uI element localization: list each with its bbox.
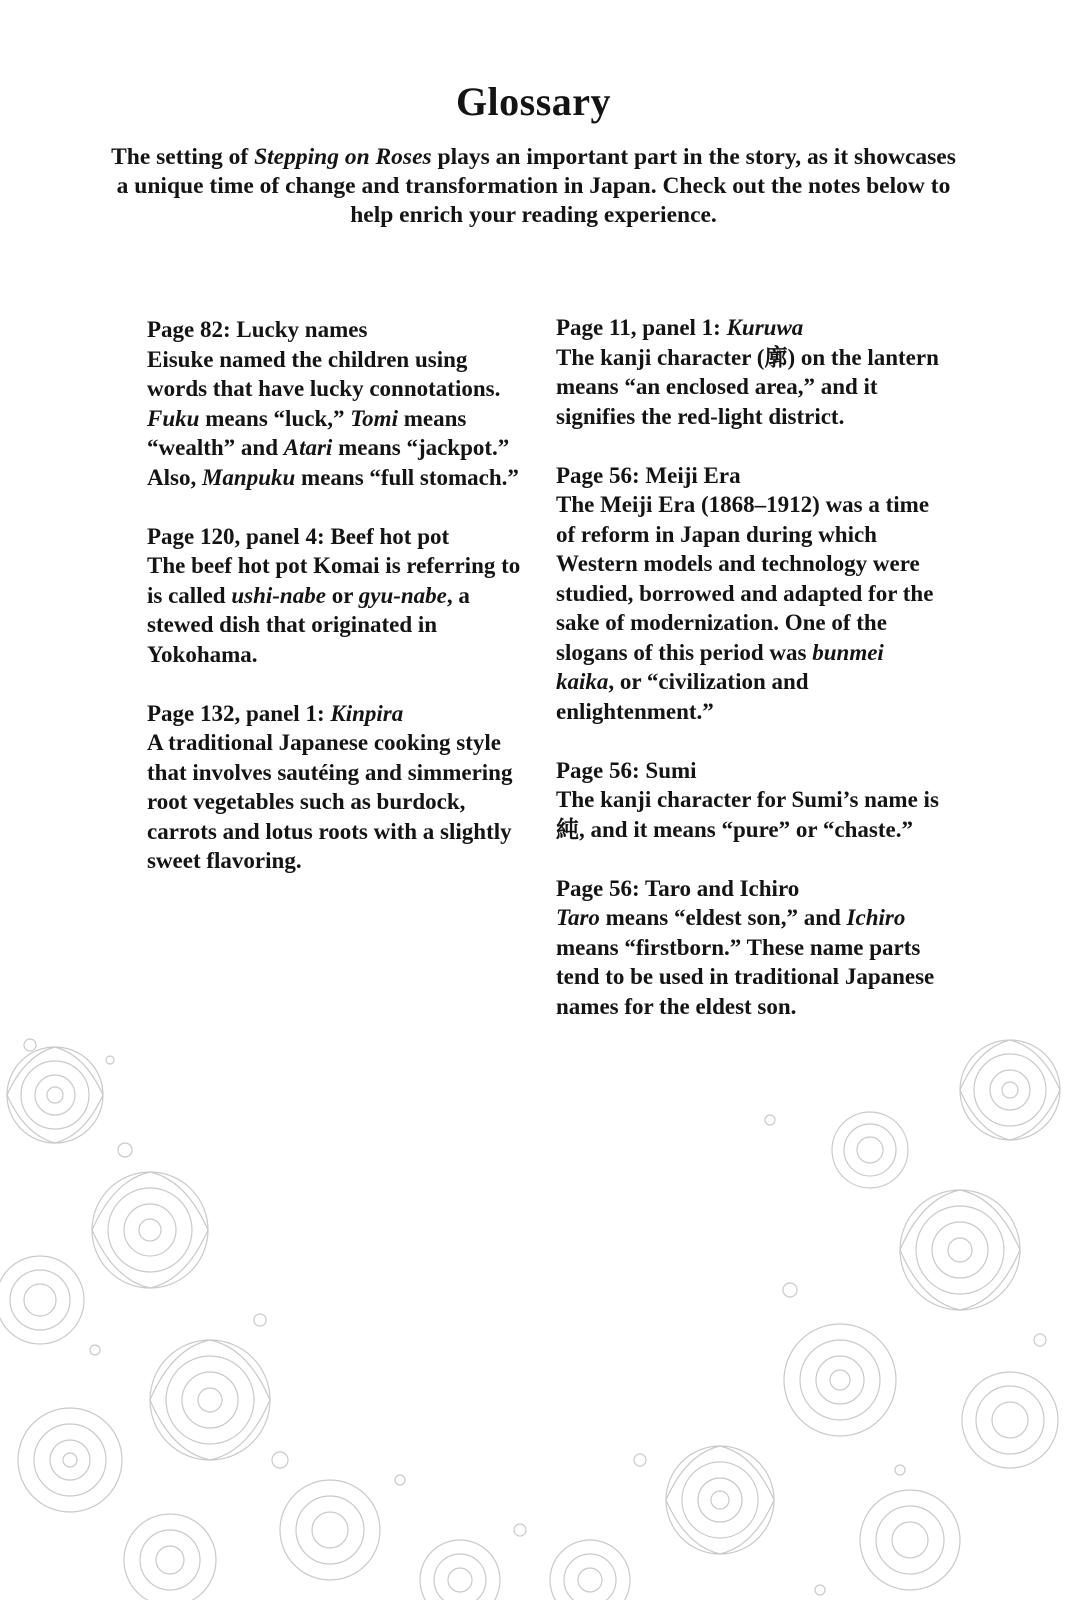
term: Manpuku — [201, 464, 296, 490]
entry-heading: Page 56: Taro and Ichiro — [556, 875, 800, 901]
heading-text: Page 11, panel 1: — [556, 315, 727, 340]
intro-paragraph — [110, 143, 957, 230]
entry-heading: Page 82: Lucky names — [147, 317, 368, 342]
term: Atari — [283, 435, 333, 460]
entry-heading — [147, 699, 527, 729]
term: bunmei kaika — [556, 639, 884, 694]
body-text: means “luck,” — [199, 405, 351, 431]
term: ushi-nabe — [231, 582, 326, 608]
intro-text-start: The setting of — [111, 144, 255, 170]
glossary-entry-taro-ichiro — [556, 874, 946, 1022]
body-text: means “full stomach.” — [295, 464, 519, 490]
book-title: Stepping on Roses — [254, 144, 432, 170]
entry-heading: Page 56: Meiji Era — [556, 462, 741, 488]
body-text: , a stewed dish that originated in Yokohama. — [147, 582, 470, 667]
entry-heading: Page 120, panel 4: Beef hot pot — [147, 523, 450, 549]
body-text: or — [325, 582, 359, 608]
entry-heading — [556, 313, 946, 343]
term: Ichiro — [846, 905, 906, 930]
glossary-entry-meiji-era — [556, 461, 946, 727]
entry-body: The kanji character (廓) on the lantern means “an enclosed area,” and it signifies the red-light district. — [556, 344, 939, 429]
term: Taro — [556, 905, 600, 930]
glossary-entry-kuruwa — [556, 313, 946, 431]
heading-term: Kuruwa — [726, 315, 804, 340]
body-text: means “eldest son,” and — [599, 905, 847, 930]
body-text: The Meiji Era (1868–1912) was a time of reform in Japan during which Western models and technology were studied, borrowed and adapted for the sake of modernization. One of the slogans of this period was — [556, 492, 934, 665]
page-title: Glossary — [455, 79, 612, 124]
glossary-left-column — [147, 315, 527, 905]
glossary-right-column — [556, 313, 946, 1051]
body-text: Eisuke named the children using words that have lucky connotations. — [147, 346, 501, 401]
entry-heading: Page 56: Sumi — [556, 757, 697, 783]
entry-body — [147, 551, 527, 669]
entry-body — [556, 490, 946, 726]
body-text: , or “civilization and enlightenment.” — [556, 669, 809, 724]
entry-body — [147, 345, 527, 493]
glossary-entry-kinpira — [147, 699, 527, 876]
body-text: means “firstborn.” These name parts tend to be used in traditional Japanese names for the eldest son. — [556, 934, 935, 1019]
entry-body: The kanji character for Sumi’s name is 純, and it means “pure” or “chaste.” — [556, 787, 939, 842]
heading-term: Kinpira — [330, 700, 404, 726]
entry-body: A traditional Japanese cooking style that involves sautéing and simmering root vegetables such as burdock, carrots and lotus roots with a slightly sweet flavoring. — [147, 730, 513, 873]
term: gyu-nabe — [358, 582, 447, 608]
entry-body — [556, 903, 946, 1021]
heading-text: Page 132, panel 1: — [147, 700, 331, 726]
body-text: means “jackpot.” Also, — [147, 435, 510, 490]
glossary-entry-sumi — [556, 756, 946, 845]
glossary-entry-lucky-names — [147, 315, 527, 492]
term: Tomi — [350, 405, 398, 431]
term: Fuku — [147, 405, 200, 431]
glossary-entry-beef-hot-pot — [147, 522, 527, 670]
body-text: The beef hot pot Komai is referring to is called — [147, 553, 521, 608]
body-text: means “wealth” and — [147, 405, 467, 460]
intro-text-end: plays an important part in the story, as it showcases a unique time of change and transformation in Japan. Check out the notes below to help enrich your reading experience. — [116, 144, 956, 228]
